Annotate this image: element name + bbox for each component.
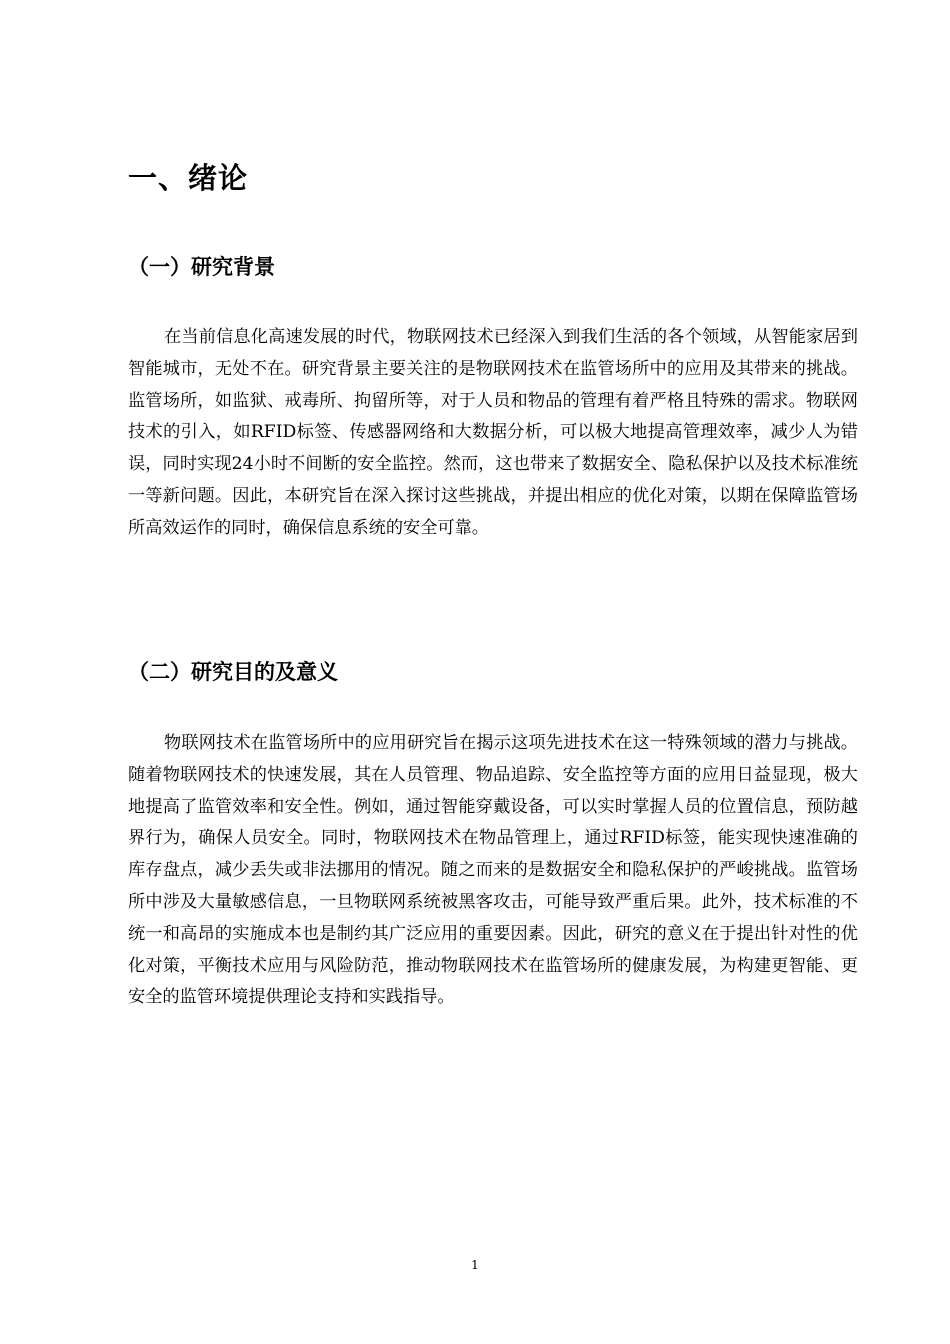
section-paragraph-purpose: 物联网技术在监管场所中的应用研究旨在揭示这项先进技术在这一特殊领域的潜力与挑战。随着物联网技术的快速发展，其在人员管理、物品追踪、安全监控等方面的应用日益显现，极大地提高了监管效率和安全性。例如，通过智能穿戴设备，可以实时掌握人员的位置信息，预防越界行为，确保人员安全。同时，物联网技术在物品管理上，通过RFID标签，能实现快速准确的库存盘点，减少丢失或非法挪用的情况。随之而来的是数据安全和隐私保护的严峻挑战。监管场所中涉及大量敏感信息，一旦物联网系统被黑客攻击，可能导致严重后果。此外，技术标准的不统一和高昂的实施成本也是制约其广泛应用的重要因素。因此，研究的意义在于提出针对性的优化对策，平衡技术应用与风险防范，推动物联网技术在监管场所的健康发展，为构建更智能、更安全的监管环境提供理论支持和实践指导。	[128, 733, 858, 1008]
chapter-title: 一、绪论	[128, 161, 249, 195]
section-paragraph-background: 在当前信息化高速发展的时代，物联网技术已经深入到我们生活的各个领域，从智能家居到智能城市，无处不在。研究背景主要关注的是物联网技术在监管场所中的应用及其带来的挑战。监管场所，如监狱、戒毒所、拘留所等，对于人员和物品的管理有着严格且特殊的需求。物联网技术的引入，如RFID标签、传感器网络和大数据分析，可以极大地提高管理效率，减少人为错误，同时实现24小时不间断的安全监控。然而，这也带来了数据安全、隐私保护以及技术标准统一等新问题。因此，本研究旨在深入探讨这些挑战，并提出相应的优化对策，以期在保障监管场所高效运作的同时，确保信息系统的安全可靠。	[128, 327, 858, 538]
section-heading-background: （一）研究背景	[128, 255, 275, 279]
page-number: 1	[471, 1258, 479, 1272]
section-heading-purpose: （二）研究目的及意义	[128, 660, 338, 684]
